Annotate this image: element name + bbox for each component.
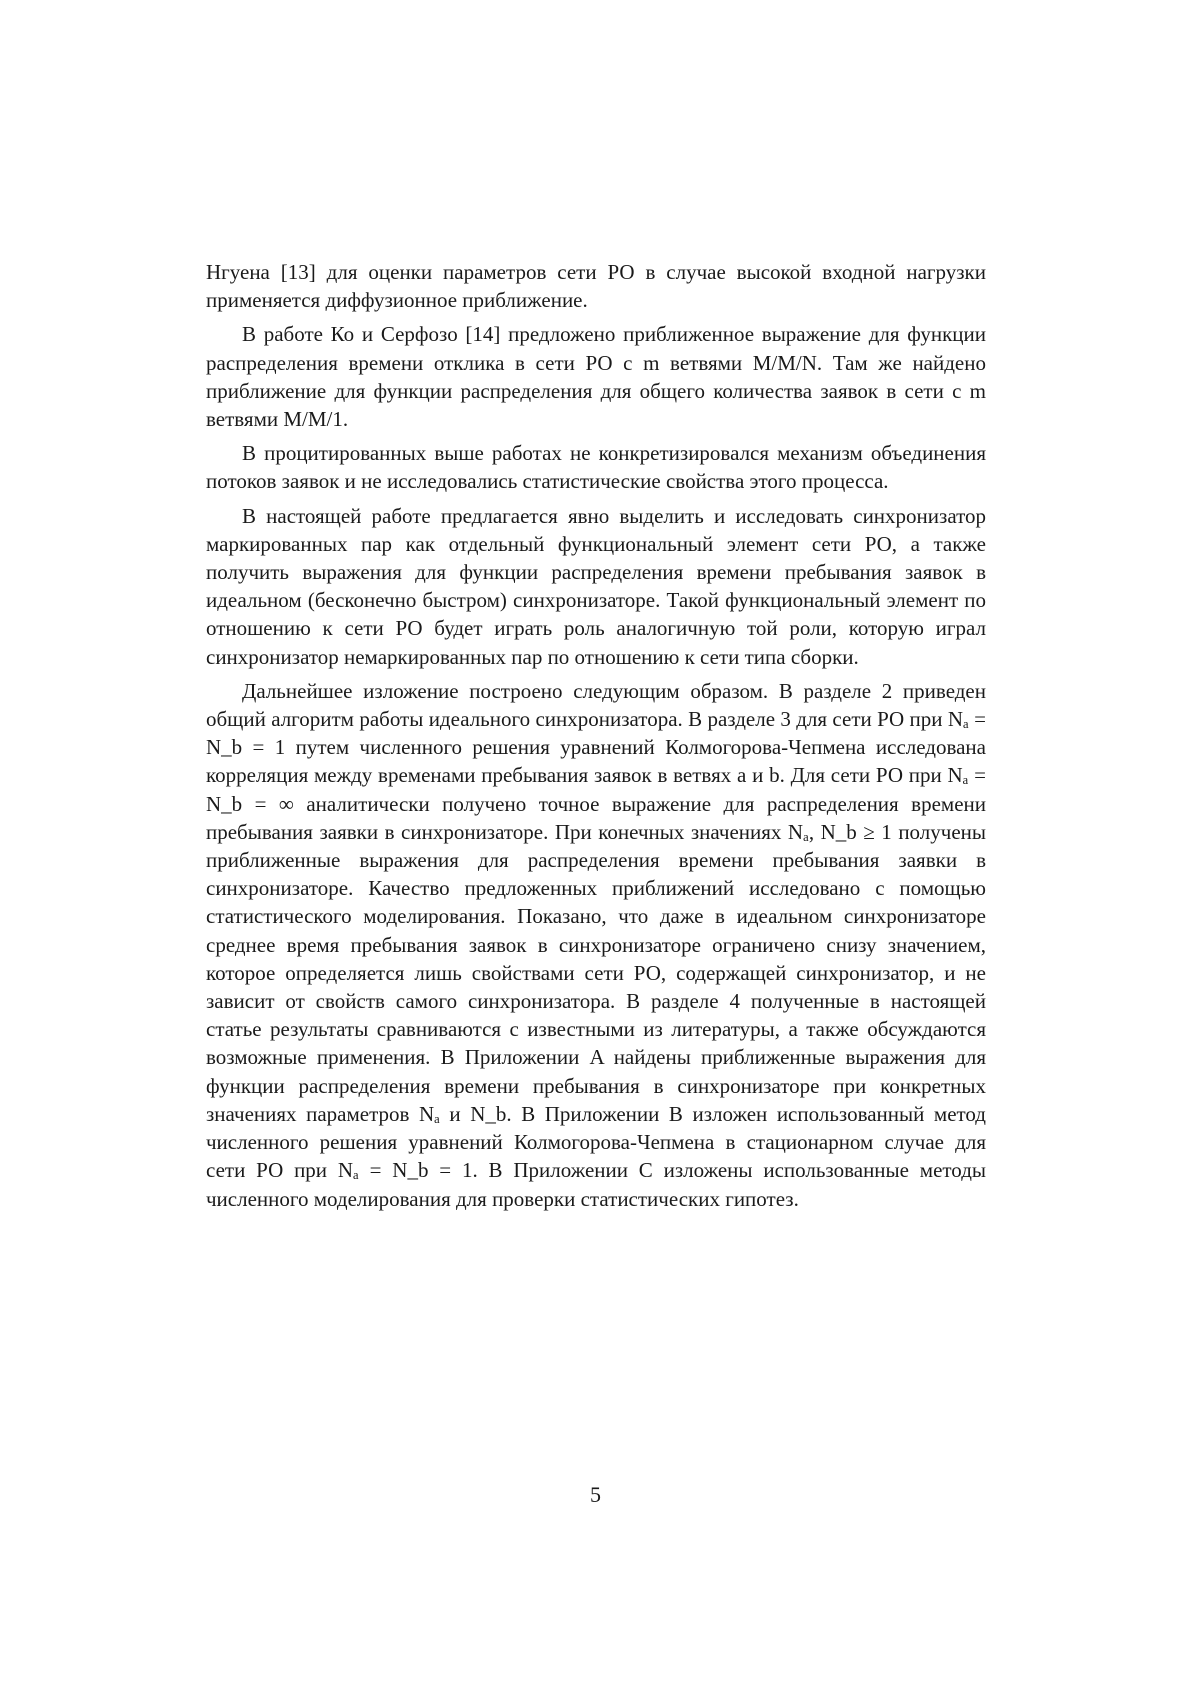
- paragraph-1: Нгуена [13] для оценки параметров сети РО в случае высокой входной нагрузки применяется диффузионное приближение.: [206, 260, 986, 313]
- paragraph-5: Дальнейшее изложение построено следующим образом. В разделе 2 приведен общий алгоритм работы идеального синхронизатора. В разделе 3 для сети РО при Nₐ = N_b = 1 путем численного решения уравнений Колмогорова-Чепмена исследована корреляция между временами пребывания заявок в ветвях a и b. Для сети РО при Nₐ = N_b = ∞ аналитически получено точное выражение для распределения времени пребывания заявки в синхронизаторе. При конечных значениях Nₐ, N_b ≥ 1 получены приближенные выражения для распределения времени пребывания заявки в синхронизаторе. Качество предложенных приближений исследовано с помощью статистического моделирования. Показано, что даже в идеальном синхронизаторе среднее время пребывания заявок в синхронизаторе ограничено снизу значением, которое определяется лишь свойствами сети РО, содержащей синхронизатор, и не зависит от свойств самого синхронизатора. В разделе 4 полученные в настоящей статье результаты сравниваются с известными из литературы, а также обсуждаются возможные применения. В Приложении A найдены приближенные выражения для функции распределения времени пребывания в синхронизаторе при конкретных значениях параметров Nₐ и N_b. В Приложении B изложен использованный метод численного решения уравнений Колмогорова-Чепмена в стационарном случае для сети РО при Nₐ = N_b = 1. В Приложении C изложены использованные методы численного моделирования для проверки статистических гипотез.: [206, 678, 986, 1211]
- paragraph-3: В процитированных выше работах не конкретизировался механизм объединения потоков заявок и не исследовались статистические свойства этого процесса.: [206, 441, 986, 494]
- paragraph-4: В настоящей работе предлагается явно выделить и исследовать синхронизатор маркированных пар как отдельный функциональный элемент сети РО, а также получить выражения для функции распределения времени пребывания заявок в идеальном (бесконечно быстром) синхронизаторе. Такой функциональный элемент по отношению к сети РО будет играть роль аналогичную той роли, которую играл синхронизатор немаркированных пар по отношению к сети типа сборки.: [206, 503, 986, 669]
- paragraph-2: В работе Ко и Серфозо [14] предложено приближенное выражение для функции распределения времени отклика в сети РО с m ветвями M/M/N. Там же найдено приближение для функции распределения для общего количества заявок в сети с m ветвями M/M/1.: [206, 322, 986, 432]
- body-text: [206, 258, 986, 1219]
- page-number: 5: [590, 1482, 601, 1507]
